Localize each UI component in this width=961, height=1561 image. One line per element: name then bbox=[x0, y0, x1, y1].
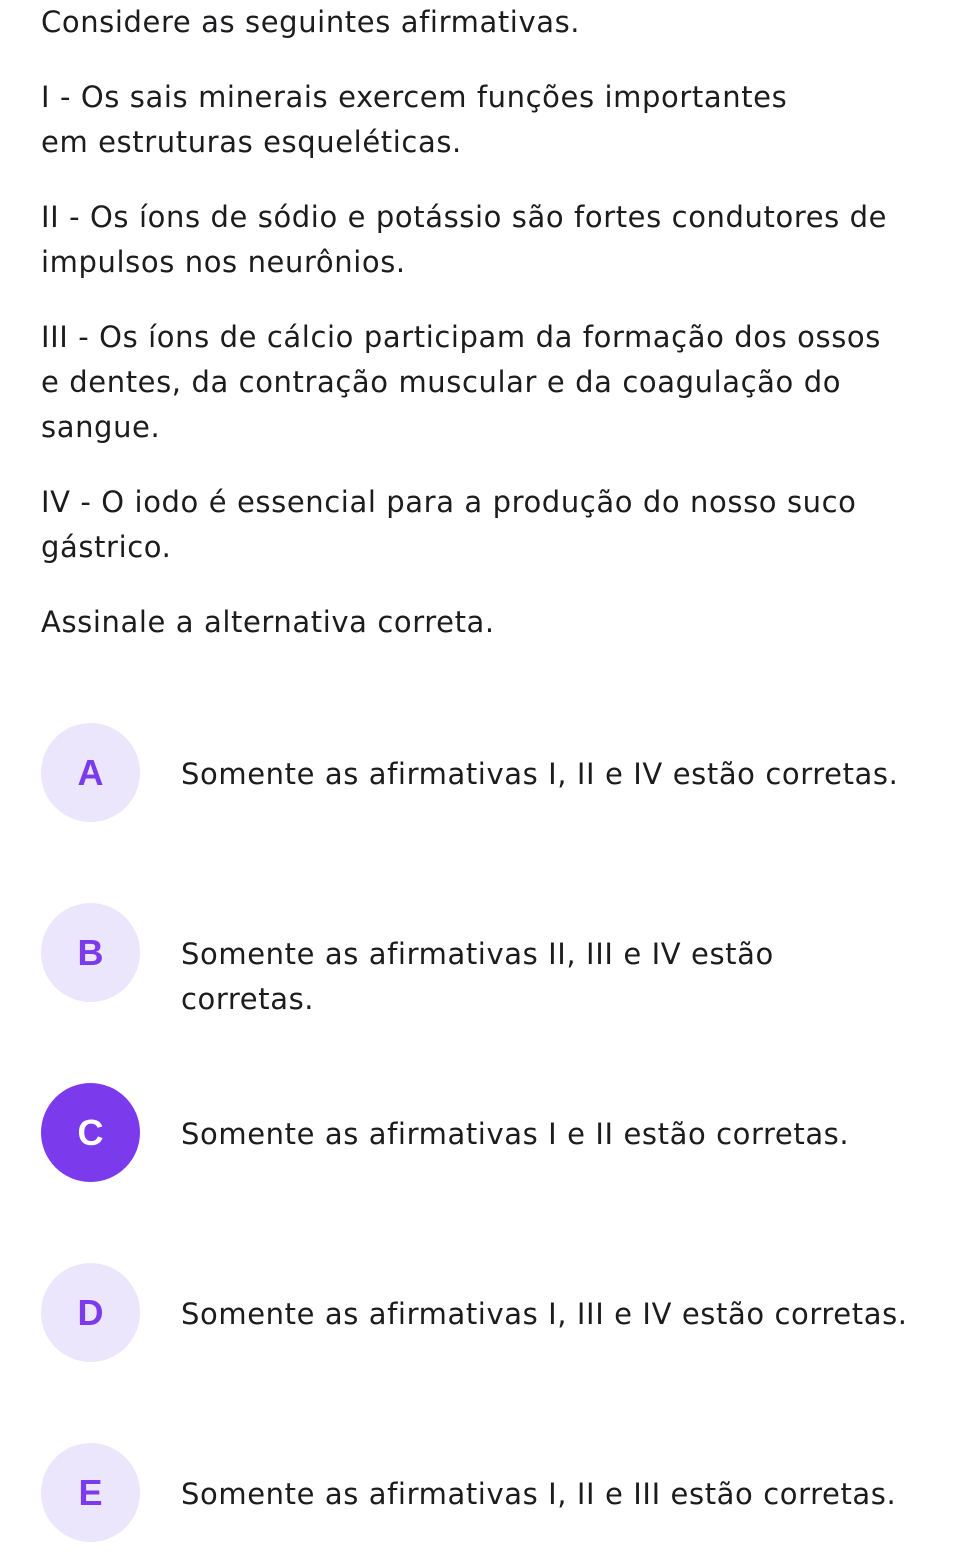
option-text bbox=[181, 1292, 941, 1337]
statement-line: IV - O iodo é essencial para a produção do nosso suco bbox=[41, 485, 857, 519]
question-text bbox=[41, 0, 941, 645]
option-letter-badge: D bbox=[41, 1263, 140, 1362]
option-letter-badge: A bbox=[41, 723, 140, 822]
option-text bbox=[181, 932, 941, 1022]
statement-line: sangue. bbox=[41, 410, 161, 444]
option-c[interactable] bbox=[41, 1083, 941, 1183]
option-e[interactable] bbox=[41, 1443, 941, 1543]
option-letter-badge: E bbox=[41, 1443, 140, 1542]
statement-line: gástrico. bbox=[41, 530, 172, 564]
option-text-line: Somente as afirmativas I, III e IV estão corretas. bbox=[181, 1297, 908, 1331]
option-letter-badge: B bbox=[41, 903, 140, 1002]
statement-3 bbox=[41, 315, 941, 450]
statement-line: em estruturas esqueléticas. bbox=[41, 125, 462, 159]
question-intro: Considere as seguintes afirmativas. bbox=[41, 5, 581, 39]
option-letter-badge: C bbox=[41, 1083, 140, 1182]
question-prompt: Assinale a alternativa correta. bbox=[41, 605, 495, 639]
option-a[interactable] bbox=[41, 723, 941, 823]
statement-2 bbox=[41, 195, 941, 285]
option-text-line: corretas. bbox=[181, 982, 315, 1016]
statement-line: impulsos nos neurônios. bbox=[41, 245, 406, 279]
statement-4 bbox=[41, 480, 941, 570]
statement-line: II - Os íons de sódio e potássio são fortes condutores de bbox=[41, 200, 888, 234]
statement-1 bbox=[41, 75, 941, 165]
statement-line: e dentes, da contração muscular e da coagulação do bbox=[41, 365, 842, 399]
option-text-line: Somente as afirmativas I e II estão corretas. bbox=[181, 1117, 850, 1151]
option-text-line: Somente as afirmativas I, II e IV estão corretas. bbox=[181, 757, 899, 791]
option-b[interactable] bbox=[41, 903, 941, 1016]
option-text bbox=[181, 752, 941, 797]
statement-line: III - Os íons de cálcio participam da formação dos ossos bbox=[41, 320, 881, 354]
statement-line: I - Os sais minerais exercem funções importantes bbox=[41, 80, 788, 114]
option-text-line: Somente as afirmativas I, II e III estão corretas. bbox=[181, 1477, 897, 1511]
option-d[interactable] bbox=[41, 1263, 941, 1363]
option-text bbox=[181, 1112, 941, 1157]
option-text bbox=[181, 1472, 941, 1517]
option-text-line: Somente as afirmativas II, III e IV estão bbox=[181, 937, 774, 971]
